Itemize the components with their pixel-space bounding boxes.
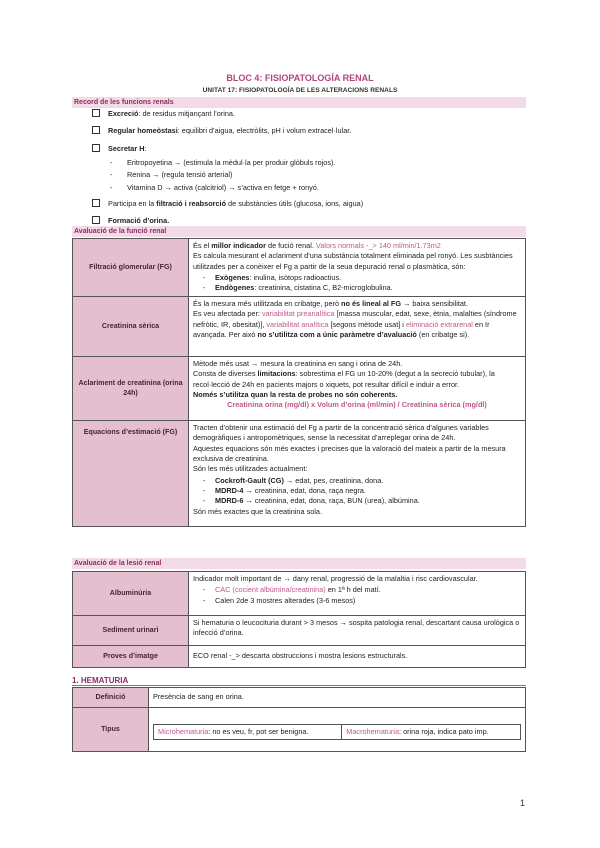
item-term: Cockroft-Gault (CG) (215, 475, 284, 485)
item-text: en 1ª h del matí. (325, 585, 381, 595)
list-item (215, 476, 521, 486)
table-row (73, 708, 526, 752)
row-content: Presència de sang en orina. (149, 688, 526, 708)
table-row (73, 572, 526, 616)
item-text: de substàncies útils (glucosa, ions, aigua) (226, 199, 364, 209)
item-term: Endògenes (215, 283, 255, 293)
row-label: Sediment urinari (73, 616, 189, 646)
record-checklist (92, 109, 522, 230)
item-text: → creatinina, edat, dona, raça negra. (243, 485, 366, 495)
list-item (215, 273, 521, 283)
text: És el (193, 241, 212, 250)
text: Indicador molt important de → dany renal, progressió de la malaltia i risc cardiovascular. (193, 574, 478, 583)
text: [massa muscular, edat, sexe, ètnia, malalties (síndrome nefròtic, IR, obesitat)], (193, 309, 517, 329)
text-pink: Macrohematuria (346, 727, 400, 736)
item-text: : inulina, isòtops radioactius. (249, 273, 342, 283)
row-label: Albuminúria (73, 572, 189, 616)
table-row (73, 356, 526, 420)
page-subtitle: UNITAT 17: FISIOPATOLOGÍA DE LES ALTERACIONS RENALS (202, 87, 398, 94)
table-row (73, 616, 526, 646)
text-bold: no és lineal al FG (341, 298, 402, 308)
substances-list (215, 273, 521, 294)
page-number: 1 (520, 798, 526, 808)
item-text: → edat, pes, creatinina, dona. (283, 475, 384, 485)
text-bold: no s’utilitza com a únic paràmetre d’avaluació (257, 329, 417, 339)
checklist-item (92, 126, 522, 136)
table-row (73, 646, 526, 668)
list-item (215, 283, 521, 293)
list-item: - Renina → (regula tensió arterial) (127, 170, 522, 180)
text: [segons mètode usat] i (328, 319, 406, 329)
divider (72, 685, 526, 686)
checkbox[interactable] (92, 144, 100, 152)
checklist-item (92, 109, 522, 119)
section-heading-record: Record de les funcions renals (72, 97, 526, 108)
text: Són les més utilitzades actualment: (193, 464, 308, 474)
macro-cell (342, 725, 521, 740)
item-text: Participa en la (108, 199, 157, 209)
text: Són més exactes que la creatinina sola. (193, 506, 322, 516)
section-heading-funcio: Avaluació de la funció renal (72, 226, 526, 237)
list-item: - Eritropoyetina → (estimula la mèdul·la per produir glòbuls rojos). (127, 158, 522, 168)
hematuria-table (72, 687, 526, 752)
checklist-item (92, 216, 522, 226)
checklist-item (92, 144, 522, 154)
row-label: Aclariment de creatinina (orina 24h) (73, 356, 189, 420)
item-term: MDRD-4 (215, 485, 244, 495)
micro-cell (154, 725, 342, 740)
table-row (154, 725, 521, 740)
funcio-table (72, 238, 526, 527)
text-bold: Només s’utilitza quan la resta de probes no són coherents. (193, 389, 398, 399)
text-pink: Microhematuria (158, 727, 209, 736)
row-content (189, 296, 526, 356)
row-content (189, 356, 526, 420)
checkbox[interactable] (92, 126, 100, 134)
types-table (153, 724, 521, 740)
page-title: BLOC 4: FISIOPATOLOGÍA RENAL (226, 73, 374, 83)
row-content (189, 239, 526, 297)
item-term: Exògenes (215, 273, 250, 283)
row-label: Tipus (73, 708, 149, 752)
item-text: : (144, 143, 147, 153)
list-item (215, 585, 521, 595)
hematuria-heading: 1. HEMATURIA (72, 676, 129, 685)
item-term: Formació d’orina. (108, 215, 170, 225)
table-row (73, 239, 526, 297)
text: Mètode més usat → mesura la creatinina en sang i orina de 24h. (193, 358, 403, 368)
item-term: Secretar H (108, 143, 145, 153)
row-label: Proves d’imatge (73, 646, 189, 668)
checkbox[interactable] (92, 199, 100, 207)
item-term: MDRD-6 (215, 496, 244, 506)
item-text: → creatinina, edat, dona, raça, BUN (urea), albúmina. (243, 496, 420, 506)
text-bold: millor indicador (211, 241, 266, 250)
text: : orina roja, indica pato imp. (399, 727, 489, 736)
text-pink: variabilitat preanalítica (261, 309, 335, 319)
list-item (215, 496, 521, 506)
table-row (73, 420, 526, 526)
text-pink: eliminació extrarenal (405, 319, 473, 329)
text: → baixa sensibilitat. (401, 298, 468, 308)
normal-values: Valors normals -_> 140 ml/min/1.73m2 (315, 241, 441, 250)
text-pink: variabilitat analítica (266, 319, 329, 329)
item-text: : creatinina, cistatina C, B2-microglobulina. (254, 283, 393, 293)
text-pink: CAC (cocient albúmina/creatinina) (215, 585, 326, 595)
item-term: Regular homeòstasi (108, 126, 178, 136)
albuminuria-list (215, 585, 521, 606)
row-content (189, 420, 526, 526)
row-content (149, 708, 526, 752)
list-item: - Vitamina D → activa (calcitriol) → s’activa en fetge + ronyó. (127, 183, 522, 193)
text: Es calcula mesurant el aclariment d’una substància totalment eliminada pel ronyó. Les susbtàncies utilitzades per a conèixer el Fg a partir de la seua depuració renal o plasmàtica, són: (193, 251, 513, 271)
section-heading-lesio: Avaluació de la lesió renal (72, 558, 526, 569)
list-item (215, 486, 521, 496)
item-text: : equilibri d’aigua, electròlits, pH i volum extracel·lular. (177, 126, 352, 136)
text: És la mesura més utilitzada en cribatge, però (193, 298, 342, 308)
checkbox[interactable] (92, 216, 100, 224)
text: en Ir avançada. Per això (193, 319, 490, 339)
item-term: filtració i reabsorció (156, 199, 227, 209)
row-label: Filtració glomerular (FG) (73, 239, 189, 297)
row-content: Si hematuria o leucocituria durant > 3 mesos → sospita patologia renal, descartant causa urològica o infecció d’orina. (189, 616, 526, 646)
table-row (73, 688, 526, 708)
text: : sobrestima el FG un 10-20% (degut a la secreció tubular), la recol·lecció de 24h en pacients majors o xiquets, pot resultar difícil e induir a error. (193, 369, 495, 389)
text: : no es veu, fr, pot ser benigna. (208, 727, 309, 736)
lesio-table (72, 571, 526, 668)
row-label: Definició (73, 688, 149, 708)
item-term: Excreció (108, 109, 139, 118)
row-label: Creatinina sèrica (73, 296, 189, 356)
text: Aquestes equacions són més exactes i precises que la valoració del mateix a partir de la mesura exclusiva de creatinina. (193, 443, 506, 463)
checklist-item (92, 199, 522, 209)
list-item: - Calen 2de 3 mostres alterades (3-6 mesos) (215, 596, 521, 606)
formula: Creatinina orina (mg/dl) x Volum d’orina (ml/min) / Creatinina sèrica (mg/dl) (227, 400, 487, 410)
equations-list (215, 476, 521, 507)
checkbox[interactable] (92, 109, 100, 117)
table-row (73, 296, 526, 356)
text-bold: limitacions (257, 369, 296, 379)
row-label: Equacions d’estimació (FG) (73, 420, 189, 526)
text: Tracten d’obtenir una estimació del Fg a partir de la concentració sèrica d’algunes variables demogràfiques i antropomètriques, sense la necessitat d’arreplegar orina de 24h. (193, 422, 489, 443)
text: Consta de diverses (193, 369, 258, 379)
secretar-list (127, 158, 522, 193)
item-text: : de residus mitjançant l’orina. (138, 109, 235, 118)
text: Es veu afectada per: (193, 309, 262, 319)
text: de fució renal. (265, 241, 316, 250)
text: (en cribatge si). (416, 329, 470, 339)
row-content: ECO renal -_> descarta obstruccions i mostra lesions estructurals. (189, 646, 526, 668)
row-content (189, 572, 526, 616)
